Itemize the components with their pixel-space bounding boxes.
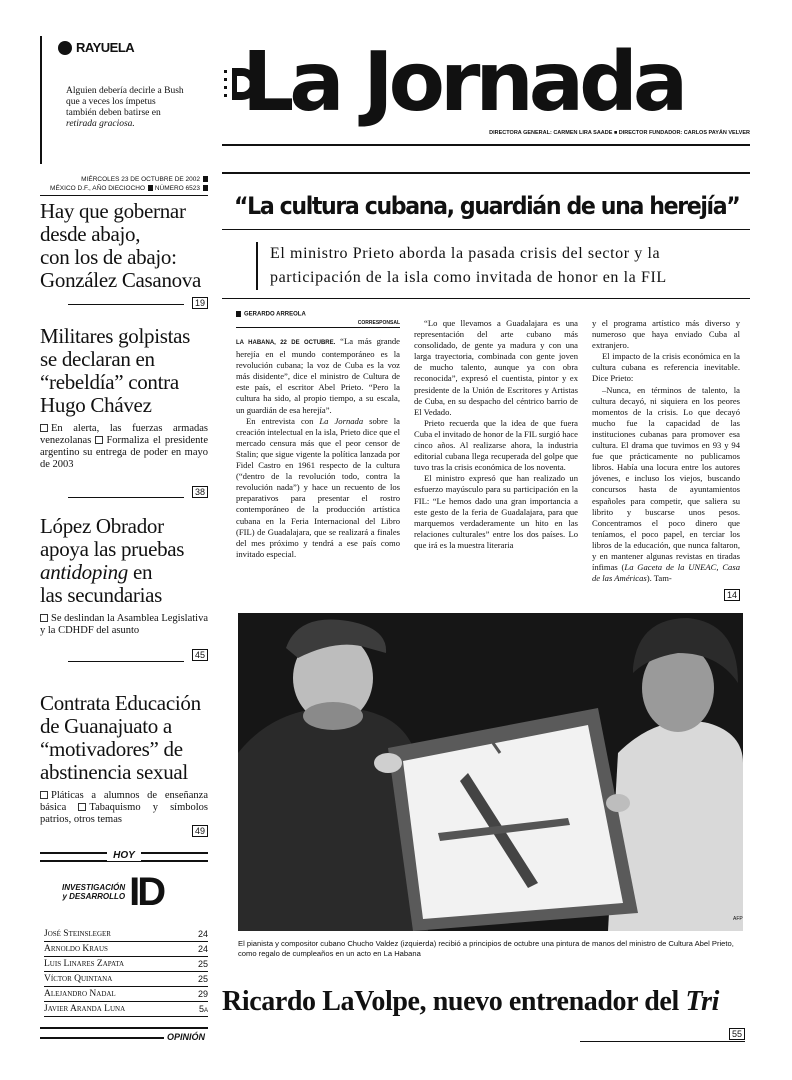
rayuela-logo-icon — [58, 41, 72, 55]
left-story-headline: Hay que gobernar desde abajo, con los de abajo: González Casanova — [40, 199, 202, 292]
id-logo: ID — [129, 870, 164, 914]
left-story-summary: En alerta, las fuerzas armadas venezolanas Formaliza el presidente argentino su entrega de poder en mayo de 2003 — [40, 423, 209, 470]
masthead[interactable] — [222, 35, 750, 130]
square-bullet-icon — [203, 185, 208, 191]
left-story-headline: Militares golpistas se declaran en “rebeldía” contra Hugo Chávez — [40, 324, 191, 417]
left-story-headline: López Obrador apoya las pruebas antidoping en las secundarias — [40, 514, 185, 607]
id-supplement[interactable]: INVESTIGACIÓN y DESARROLLO ID — [62, 870, 164, 914]
page-reference[interactable]: 45 — [192, 649, 208, 661]
checkbox-bullet-icon — [95, 436, 103, 444]
list-item[interactable]: José Steinsleger 24 — [44, 927, 208, 942]
main-headline: “La cultura cubana, guardián de una herejía” — [234, 192, 740, 220]
checkbox-bullet-icon — [40, 424, 48, 432]
bottom-headline[interactable]: Ricardo LaVolpe, nuevo entrenador del Tri — [222, 986, 719, 1017]
article-column-1: LA HABANA, 22 DE OCTUBRE. “La más grande herejía en el mundo contemporáneo es la revolución cubana; la voz de Cuba es la voz más disidente”, dice el ministro de Cultura de este país, el escritor Abel Prieto. “Pero la cultura ha sido, al propio tiempo, a su escala, un guardián de esa herejía”. En entrevista con La Jornada sobre la creación intelectual en la isla, Prieto dice que el mercado censura más que el peor censor de Stalin; que sigue vigente la política lanzada por Fidel Castro en 1961 respecto de la cultura (“dentro de la revolución todo, contra la revolución nada”) y hace un recuento de los preparativos para presentar el rostro contemporáneo de la producción artística cubana en la Feria Internacional del Libro (FIL) de Guadalajara, que se realizará a finales del mes próximo y tendrá a ese país como invitado especial. — [236, 336, 400, 559]
masthead-credits: DIRECTORA GENERAL: CARMEN LIRA SAADE ■ DIRECTOR FUNDADOR: CARLOS PAYÁN VELVER — [489, 130, 750, 136]
article-column-3: y el programa artístico más diverso y numeroso que haya enviado Cuba al extranjero. El impacto de la crisis económica en la cultura cubana es referencia inevitable. Dice Prieto: –Nunca, en términos de talento, la cultura decayó, ni siquiera en los peores momentos de la crisis. Lo que decayó mucho fue la capacidad de las instituciones cubanas para promover esa cultura. El drama que tuvimos en 93 y 94 fue que prácticamente no publicamos libros. Había una locura entre los autores jóvenes, e incluso los viejos, buscando concursos hasta de ayuntamientos españoles para competir, que saliera su librito y buscarse unos pesos. Concentramos el poco dinero que teníamos, el poco papel, en terciar los libros de la educación, que nunca faltaron, y en mantener algunas revistas en tiradas ínfimas (La Gaceta de la UNEAC, Casa de las Américas). Tam- — [592, 318, 740, 584]
main-photo — [238, 613, 743, 931]
hoy-label: HOY — [40, 850, 208, 861]
page-reference[interactable]: 38 — [192, 486, 208, 498]
photo-credit: AFP — [733, 916, 743, 922]
left-story-headline: Contrata Educación de Guanajuato a “motivadores” de abstinencia sexual — [40, 691, 201, 784]
opinion-label-bar: OPINIÓN — [40, 1027, 208, 1039]
main-subhead: El ministro Prieto aborda la pasada crisis del sector y la participación de la isla como invitada de honor en la FIL — [256, 242, 726, 290]
masthead-wordmark: La Jornada — [242, 35, 684, 130]
rayuela-text: Alguien debería decirle a Bush que a veces los ímpetus también deben batirse en retirada graciosa. — [66, 86, 184, 129]
left-story-lopez-obrador[interactable] — [40, 515, 208, 665]
checkbox-bullet-icon — [40, 614, 48, 622]
list-item[interactable]: Víctor Quintana 25 — [44, 972, 208, 987]
left-story-guanajuato[interactable] — [40, 692, 208, 842]
opinion-list — [44, 927, 208, 1017]
main-headline-box[interactable] — [222, 172, 750, 230]
page-reference[interactable]: 19 — [192, 297, 208, 309]
photo-illustration — [238, 613, 743, 931]
left-story-chavez[interactable] — [40, 325, 208, 505]
page-reference[interactable]: 49 — [192, 825, 208, 837]
list-item[interactable]: Javier Aranda Luna 5a — [44, 1002, 208, 1017]
square-bullet-icon — [236, 311, 241, 317]
square-bullet-icon — [148, 185, 153, 191]
continues-page-reference[interactable]: 14 — [724, 589, 740, 601]
byline: GERARDO ARREOLA — [236, 311, 306, 318]
byline-role: CORRESPONSAL — [236, 320, 400, 328]
list-item[interactable]: Arnoldo Kraus 24 — [44, 942, 208, 957]
divider — [222, 144, 750, 146]
checkbox-bullet-icon — [40, 791, 48, 799]
list-item[interactable]: Alejandro Nadal 29 — [44, 987, 208, 1002]
rayuela-title: RAYUELA — [58, 40, 134, 55]
list-item[interactable]: Luis Linares Zapata 25 — [44, 957, 208, 972]
square-bullet-icon — [203, 176, 208, 182]
divider — [68, 497, 184, 498]
divider — [68, 661, 184, 662]
article-column-2: “Lo que llevamos a Guadalajara es una representación del arte cubano más consolidado, de gente ya madura y con una larga trayectoria, combinada con gente joven de mucho talento, aunque ya con obra reconocida”, expresó el cuentista, pintor y ex presidente de la Unión de Escritores y Artistas de Cuba, en su despacho del céntrico barrio de El Vedado. Prieto recuerda que la idea de que fuera Cuba el invitado de honor de la FIL surgió hace cinco años. Al realizarse ahora, la industria editorial cubana llega recuperada del golpe que tuvo tras la crisis económica de los noventa. El ministro expresó que han realizado un esfuerzo mayúsculo para su participación en la FIL: “Le hemos dado una gran importancia a este gesto de la feria de Guadalajara, para que marquemos verdaderamente un hito en las relaciones culturales” entre los dos países. Lo que irá es la muestra literaria — [414, 318, 578, 550]
left-story-summary: Se deslindan la Asamblea Legislativa y la CDHDF del asunto — [40, 613, 208, 636]
divider — [68, 304, 184, 305]
checkbox-bullet-icon — [78, 803, 86, 811]
dateline: MIÉRCOLES 23 DE OCTUBRE DE 2002 MÉXICO D.F., AÑO DIECIOCHO NÚMERO 6523 — [40, 175, 208, 196]
divider — [222, 298, 750, 299]
photo-caption: El pianista y compositor cubano Chucho Valdez (izquierda) recibió a principios de octubre una pintura de manos del ministro de Cultura Abel Prieto, como regalo de cumpleaños en un acto en La Habana — [238, 939, 734, 958]
left-story-gonzalez-casanova[interactable] — [40, 200, 208, 312]
bottom-page-reference: 55 — [580, 1028, 745, 1042]
left-story-summary: Pláticas a alumnos de enseñanza básica Tabaquismo y símbolos patrios, otros temas — [40, 790, 208, 825]
